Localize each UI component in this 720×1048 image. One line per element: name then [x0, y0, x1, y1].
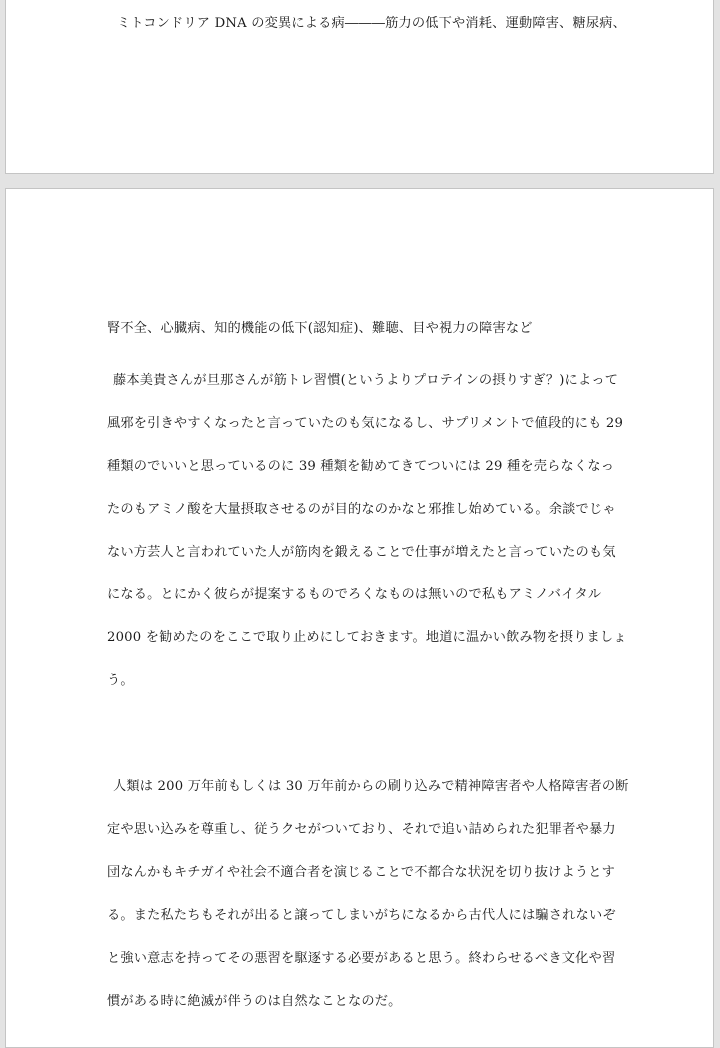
- document-page-1: [5, 0, 714, 174]
- text-line: 慣がある時に絶滅が伴うのは自然なことなのだ。: [107, 994, 402, 1009]
- text-line: 藤本美貴さんが旦那さんが筋トレ習慣(というよりプロテインの摂りすぎ？)によって: [113, 373, 619, 388]
- text-line: と強い意志を持ってその悪習を駆逐する必要があると思う。終わらせるべき文化や習: [107, 951, 616, 966]
- text-line: 腎不全、心臓病、知的機能の低下(認知症)、難聴、目や視力の障害など: [107, 321, 533, 336]
- text-line: になる。とにかく彼らが提案するものでろくなものは無いので私もアミノバイタル: [107, 587, 602, 602]
- text-line: ミトコンドリア DNA の変異による病―――筋力の低下や消耗、運動障害、糖尿病、: [117, 16, 627, 31]
- text-line: 風邪を引きやすくなったと言っていたのも気になるし、サプリメントで値段的にも 29: [107, 416, 624, 431]
- document-page-2: [5, 188, 714, 1048]
- text-line: 2000 を勧めたのをここで取り止めにしておきます。地道に温かい飲み物を摂りましょ: [107, 630, 627, 645]
- text-line: る。また私たちもそれが出ると譲ってしまいがちになるから古代人には騙されないぞ: [107, 908, 616, 923]
- text-line: 団なんかもキチガイや社会不適合者を演じることで不都合な状況を切り抜けようとす: [107, 865, 616, 880]
- text-line: う。: [107, 673, 134, 688]
- text-line: 種類のでいいと思っているのに 39 種類を勧めてきてついには 29 種を売らなくなっ: [107, 459, 615, 474]
- text-line: ない方芸人と言われていた人が筋肉を鍛えることで仕事が増えたと言っていたのも気: [107, 545, 616, 560]
- text-line: 人類は 200 万年前もしくは 30 万年前からの刷り込みで精神障害者や人格障害者の断: [113, 779, 629, 794]
- text-line: 定や思い込みを尊重し、従うクセがついており、それで追い詰められた犯罪者や暴力: [107, 822, 616, 837]
- text-line: たのもアミノ酸を大量摂取させるのが目的なのかなと邪推し始めている。余談でじゃ: [107, 502, 616, 517]
